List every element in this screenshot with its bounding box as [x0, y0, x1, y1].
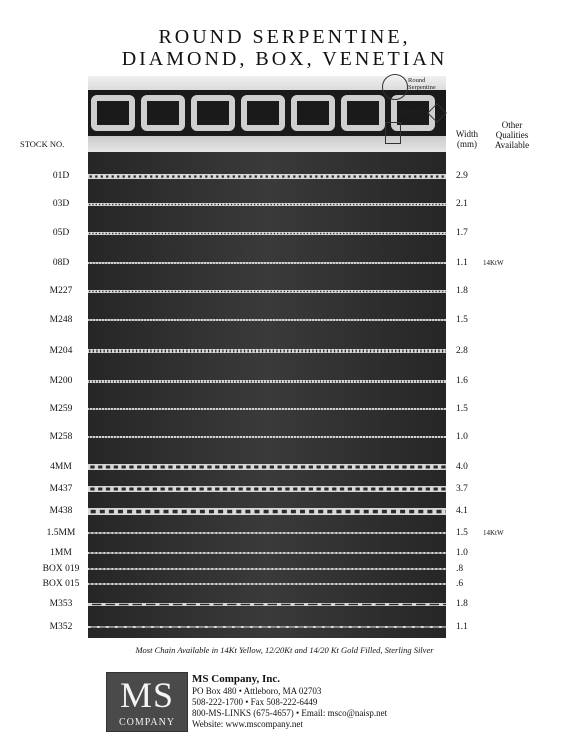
chain-sample-image	[88, 261, 446, 265]
chain-row	[0, 346, 569, 356]
chain-sample-image	[88, 435, 446, 439]
chain-sample-image	[88, 582, 446, 586]
chain-sample-image	[88, 567, 446, 571]
stock-number: 1.5MM	[46, 528, 76, 538]
stock-number: 1MM	[50, 548, 72, 558]
chain-row	[0, 462, 569, 472]
chain-row	[0, 228, 569, 238]
chain-row	[0, 258, 569, 268]
hero-box-link	[144, 98, 182, 128]
legend-diamond-label: Diamond	[398, 108, 423, 115]
chain-sample-image	[88, 289, 446, 294]
round-profile-icon	[382, 74, 408, 100]
chain-width: 1.8	[456, 599, 468, 609]
stock-no-header: STOCK NO.	[20, 139, 65, 149]
chain-row	[0, 579, 569, 589]
chain-sample-image	[88, 173, 446, 180]
chain-width: 1.6	[456, 376, 468, 386]
chain-row	[0, 564, 569, 574]
hero-box-link	[94, 98, 132, 128]
stock-number: M200	[49, 376, 73, 386]
chain-row	[0, 376, 569, 386]
logo-ms-text: MS	[119, 675, 175, 715]
hero-box-link	[194, 98, 232, 128]
chain-sample-image	[88, 531, 446, 535]
chain-row	[0, 548, 569, 558]
stock-number: M353	[49, 599, 73, 609]
chain-row	[0, 432, 569, 442]
chain-row	[0, 171, 569, 181]
other-quality: 14KtW	[483, 529, 504, 537]
chain-width: 1.0	[456, 432, 468, 442]
chain-width: 1.7	[456, 228, 468, 238]
chain-row	[0, 315, 569, 325]
stock-number: M204	[49, 346, 73, 356]
hero-box-link	[294, 98, 332, 128]
other-quality: 14KtW	[483, 259, 504, 267]
chain-width: 1.8	[456, 286, 468, 296]
chain-sample-image	[88, 202, 446, 207]
chain-sample-image	[88, 348, 446, 354]
chain-sample-image	[88, 507, 446, 516]
stock-number: 4MM	[50, 462, 72, 472]
stock-number: M258	[49, 432, 73, 442]
address-line: PO Box 480 • Attleboro, MA 02703	[192, 686, 322, 696]
tollfree-line: 800-MS-LINKS (675-4657) • Email: msco@naisp.net	[192, 708, 388, 718]
stock-number: M248	[49, 315, 73, 325]
chain-sample-image	[88, 602, 446, 607]
chain-sample-image	[88, 231, 446, 236]
website-line: Website: www.mscompany.net	[192, 719, 303, 729]
ms-company-logo	[106, 672, 188, 732]
title-line-1: ROUND SERPENTINE,	[158, 26, 411, 48]
chain-width: 3.7	[456, 484, 468, 494]
stock-number: M259	[49, 404, 73, 414]
chain-width: 1.5	[456, 315, 468, 325]
stock-number: 08D	[52, 258, 70, 268]
logo-company-text: COMPANY	[118, 717, 176, 728]
chain-width: 2.1	[456, 199, 468, 209]
chain-width: 1.1	[456, 622, 468, 632]
stock-number: M227	[49, 286, 73, 296]
chain-row	[0, 199, 569, 209]
chain-sample-image	[88, 463, 446, 471]
other-qualities-header: Other Qualities Available	[494, 120, 530, 150]
chain-row	[0, 506, 569, 516]
chain-width: 1.5	[456, 404, 468, 414]
chain-sample-image	[88, 551, 446, 555]
chain-width: 2.8	[456, 346, 468, 356]
width-header: Width (mm)	[455, 129, 479, 149]
stock-number: 01D	[52, 171, 70, 181]
chain-width: .6	[456, 579, 464, 589]
chain-sample-image	[88, 407, 446, 411]
chain-width: 1.0	[456, 548, 468, 558]
stock-number: M438	[49, 506, 73, 516]
chain-row	[0, 286, 569, 296]
chain-width: 4.0	[456, 462, 468, 472]
company-name: MS Company, Inc.	[192, 673, 281, 685]
box-profile-icon	[385, 122, 401, 144]
stock-number: M437	[49, 484, 73, 494]
stock-number: 03D	[52, 199, 70, 209]
contact-block	[192, 673, 492, 730]
chain-sample-image	[88, 625, 446, 629]
chain-row	[0, 599, 569, 609]
chain-width: 1.1	[456, 258, 468, 268]
chain-sample-image	[88, 318, 446, 322]
chain-sample-image	[88, 485, 446, 493]
phone-line: 508-222-1700 • Fax 508-222-6449	[192, 697, 318, 707]
stock-number: 05D	[52, 228, 70, 238]
stock-number: BOX 015	[42, 579, 80, 589]
chain-width: .8	[456, 564, 464, 574]
chain-width: 1.5	[456, 528, 468, 538]
legend-box-label: Box	[403, 130, 414, 137]
hero-box-link	[244, 98, 282, 128]
availability-footnote: Most Chain Available in 14Kt Yellow, 12/20Kt and 14/20 Kt Gold Filled, Sterling Silver	[135, 645, 434, 655]
hero-box-link	[344, 98, 382, 128]
chain-row	[0, 528, 569, 538]
stock-number: M352	[49, 622, 73, 632]
legend-round-label: Round Serpentine	[408, 77, 436, 91]
chain-row	[0, 484, 569, 494]
chain-row	[0, 404, 569, 414]
chain-sample-image	[88, 379, 446, 384]
chain-width: 4.1	[456, 506, 468, 516]
chain-row	[0, 622, 569, 632]
chain-width: 2.9	[456, 171, 468, 181]
stock-number: BOX 019	[42, 564, 80, 574]
title-line-2: DIAMOND, BOX, VENETIAN	[121, 48, 448, 70]
